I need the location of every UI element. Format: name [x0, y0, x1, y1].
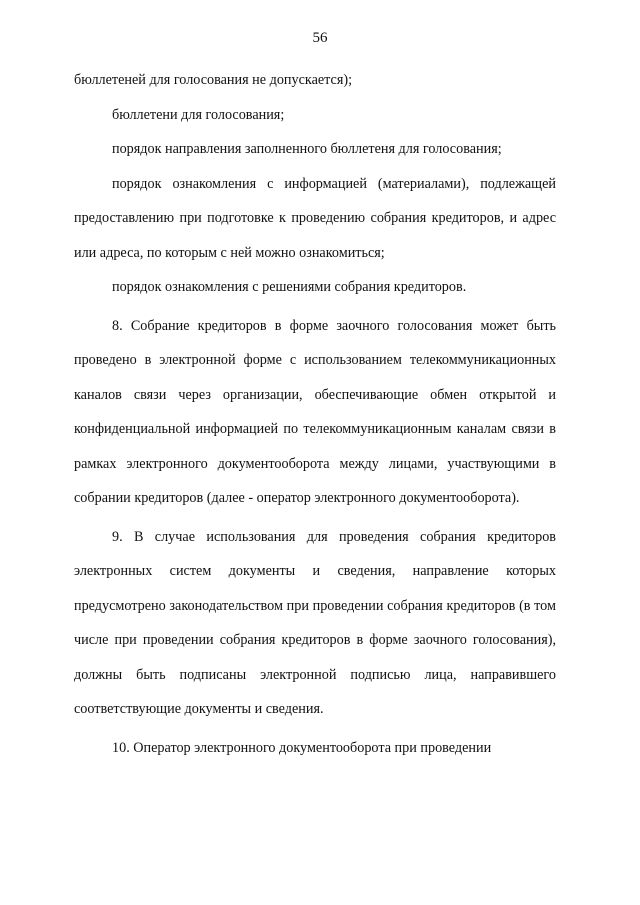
paragraph-ballots: бюллетени для голосования;: [112, 106, 285, 123]
paragraph-decisions-review: порядок ознакомления с решениями собрания кредиторов.: [112, 279, 467, 295]
paragraph-item-10: 10. Оператор электронного документооборота при проведении: [112, 739, 492, 756]
paragraph-item-9: 9. В случае использования для проведения собрания кредиторов электронных систем документы и сведения, направление которых предусмотрено законодательством при проведении собрания кредиторов (в том числе при проведении собрания кредиторов в форме заочного голосования), должны быть подписаны электронной подписью лица, направившего соответствующие документы и сведения.: [74, 528, 556, 717]
page-number: 56: [312, 30, 328, 46]
paragraph-item-8: 8. Собрание кредиторов в форме заочного голосования может быть проведено в электронной форме с использованием телекоммуникационных каналов связи через организации, обеспечивающие обмен открытой и конфиденциальной информацией по телекоммуникационным каналам связи в рамках электронного документооборота между лицами, участвующими в собрании кредиторов (далее - оператор электронного документооборота).: [74, 317, 556, 506]
paragraph-info-review: порядок ознакомления с информацией (материалами), подлежащей предоставлению при подготовке к проведению собрания кредиторов, и адрес или адреса, по которым с ней можно ознакомиться;: [74, 175, 556, 261]
paragraph-ballot-sending: порядок направления заполненного бюллетеня для голосования;: [112, 141, 502, 157]
document-body: [74, 63, 556, 765]
paragraph-continuation: бюллетеней для голосования не допускается);: [74, 72, 353, 88]
